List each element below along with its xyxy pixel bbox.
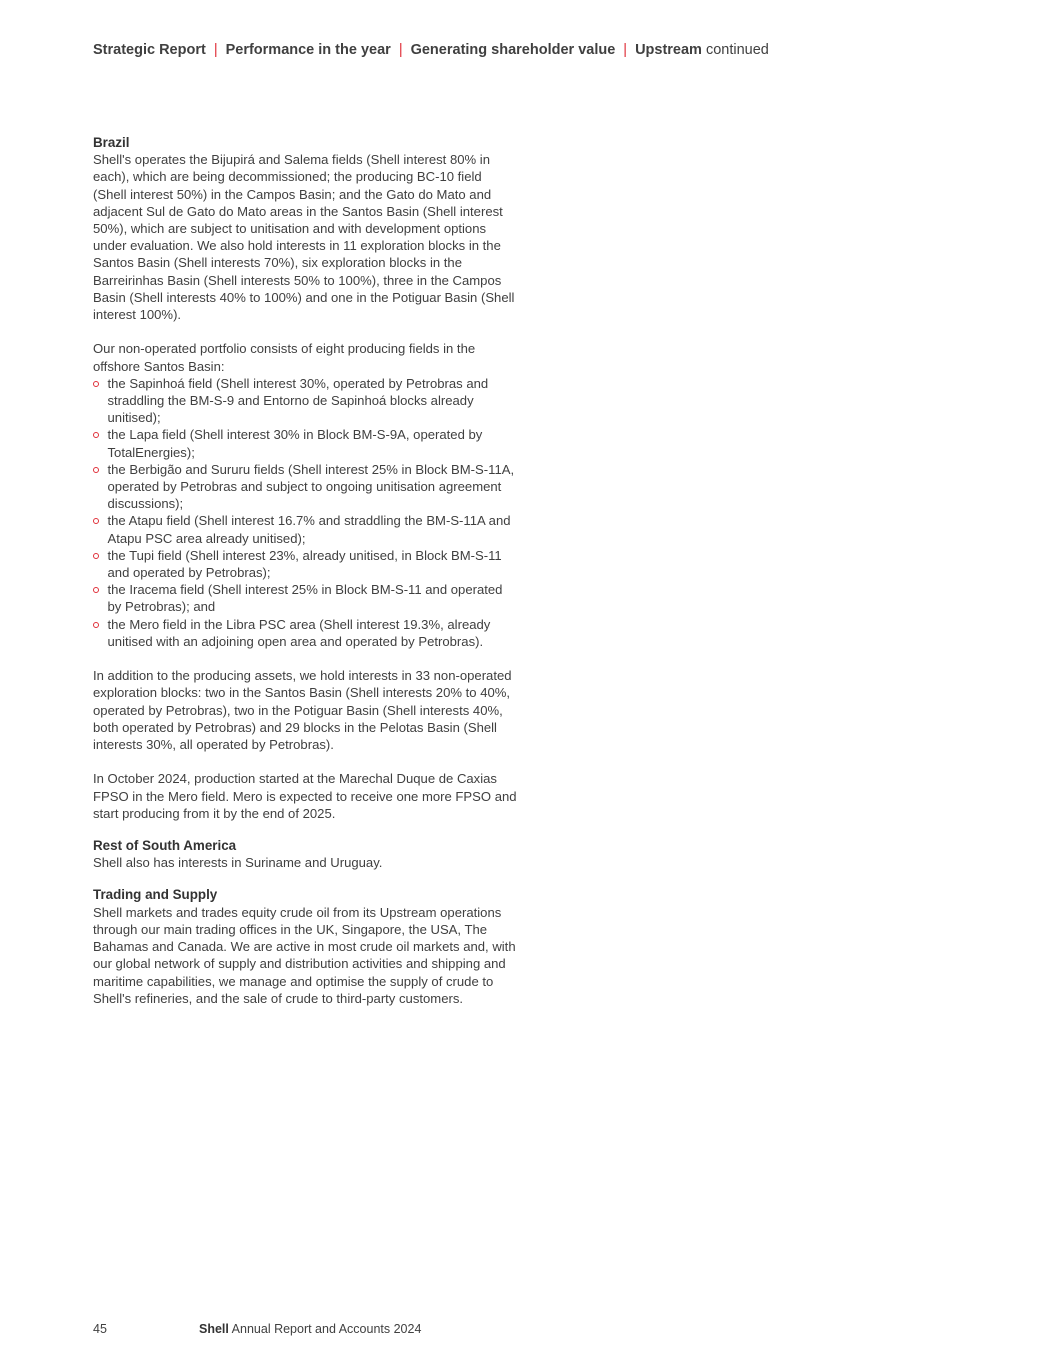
bullet-icon — [93, 518, 99, 524]
bullet-icon — [93, 553, 99, 559]
section-title-brazil: Brazil — [93, 135, 130, 150]
breadcrumb-separator: | — [623, 42, 628, 58]
bullet-icon — [93, 432, 99, 438]
bullet-icon — [93, 381, 99, 387]
brazil-paragraph-2: Our non-operated portfolio consists of eight producing fields in the offshore Santos Basin: — [93, 341, 476, 374]
brand-name: Shell — [199, 1322, 229, 1336]
brazil-field-list — [93, 375, 518, 650]
page-footer — [93, 1322, 422, 1336]
bullet-icon — [93, 622, 99, 628]
breadcrumb-shareholder-value[interactable]: Generating shareholder value — [410, 42, 616, 58]
list-item: the Iracema field (Shell interest 25% in Block BM-S-11 and operated by Petrobras); and — [93, 581, 518, 615]
list-item: the Tupi field (Shell interest 23%, already unitised, in Block BM-S-11 and operated by Petrobras); — [93, 547, 518, 581]
list-item: the Berbigão and Sururu fields (Shell interest 25% in Block BM-S-11A, operated by Petrobras and subject to ongoing unitisation agreement discussions); — [93, 461, 518, 513]
trading-paragraph-1: Shell markets and trades equity crude oil from its Upstream operations through our main trading offices in the UK, Singapore, the USA, The Bahamas and Canada. We are active in most crude oil markets and, with our global network of supply and distribution activities and shipping and maritime capabilities, we manage and optimise the supply of crude to Shell's refineries, and the sale of crude to third-party customers. — [93, 904, 516, 1006]
list-item: the Atapu field (Shell interest 16.7% and straddling the BM-S-11A and Atapu PSC area already unitised); — [93, 512, 518, 546]
list-item: the Lapa field (Shell interest 30% in Block BM-S-9A, operated by TotalEnergies); — [93, 426, 518, 460]
list-item: the Sapinhoá field (Shell interest 30%, operated by Petrobras and straddling the BM-S-9 and Entorno de Sapinhoá blocks already unitised); — [93, 375, 518, 427]
bullet-icon — [93, 467, 99, 473]
breadcrumb-performance[interactable]: Performance in the year — [225, 42, 391, 58]
section-title-rest-of-south-america: Rest of South America — [93, 838, 237, 854]
breadcrumb-continued: continued — [705, 42, 769, 58]
section-title-trading-and-supply: Trading and Supply — [93, 887, 218, 903]
page-number: 45 — [93, 1322, 107, 1336]
brazil-paragraph-4: In October 2024, production started at the Marechal Duque de Caxias FPSO in the Mero field. Mero is expected to receive one more FPSO and start producing from it by the end of 2025. — [93, 771, 517, 821]
rest-paragraph-1: Shell also has interests in Suriname and Uruguay. — [93, 855, 383, 871]
brazil-paragraph-3: In addition to the producing assets, we hold interests in 33 non-operated exploration blocks: two in the Santos Basin (Shell interests 20% to 40%, operated by Petrobras), two in the Potiguar Basin (Shell interests 40%, both operated by Petrobras) and 29 blocks in the Pelotas Basin (Shell interests 30%, all operated by Petrobras). — [93, 668, 512, 753]
breadcrumb-separator: | — [398, 42, 403, 58]
breadcrumb-upstream[interactable]: Upstream — [635, 42, 702, 58]
report-title: Annual Report and Accounts 2024 — [231, 1322, 422, 1336]
breadcrumb-strategic-report[interactable]: Strategic Report — [93, 42, 206, 58]
bullet-icon — [93, 587, 99, 593]
brazil-paragraph-1: Shell's operates the Bijupirá and Salema fields (Shell interest 80% in each), which are being decommissioned; the producing BC-10 field (Shell interest 50%) in the Campos Basin; and the Gato do Mato and adjacent Sul de Gato do Mato areas in the Santos Basin (Shell interest 50%), which are subject to unitisation and with development options under evaluation. We also hold interests in 11 exploration blocks in the Santos Basin (Shell interests 70%), six exploration blocks in the Barreirinhas Basin (Shell interests 50% to 100%), three in the Campos Basin (Shell interests 40% to 100%) and one in the Potiguar Basin (Shell interest 100%). — [93, 152, 515, 323]
main-content — [93, 134, 518, 1007]
footer-brand — [199, 1322, 421, 1336]
breadcrumb — [93, 42, 769, 58]
list-item: the Mero field in the Libra PSC area (Shell interest 19.3%, already unitised with an adjoining open area and operated by Petrobras). — [93, 616, 518, 650]
breadcrumb-separator: | — [213, 42, 218, 58]
